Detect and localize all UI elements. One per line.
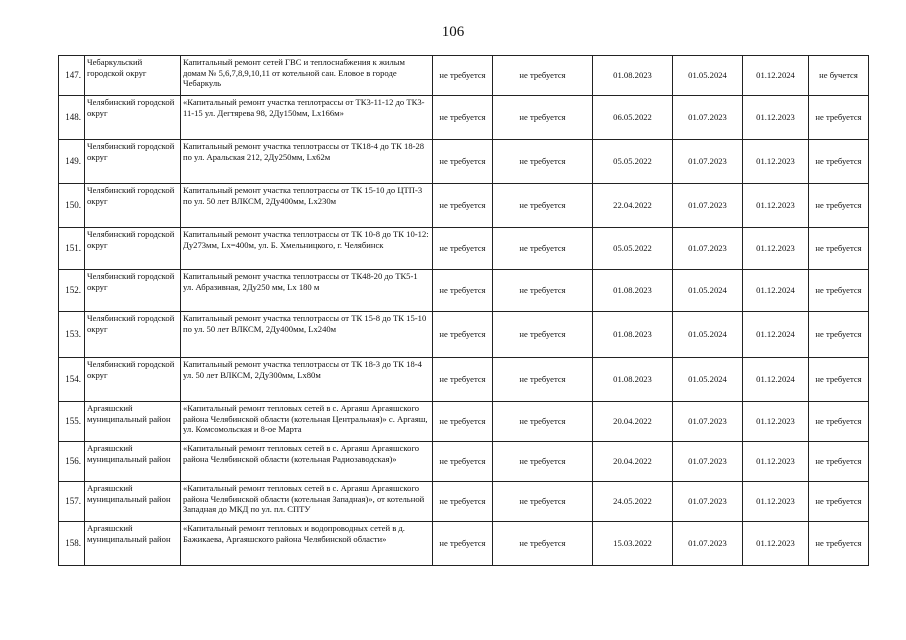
end-date-cell: 01.12.2023 xyxy=(743,482,809,522)
expertise-cell: не требуется xyxy=(493,522,593,566)
row-number: 150. xyxy=(59,184,85,228)
note-cell: не требуется xyxy=(809,482,869,522)
approval-cell: не требуется xyxy=(433,140,493,184)
approval-cell: не требуется xyxy=(433,442,493,482)
work-description-cell: «Капитальный ремонт тепловых сетей в с. Аргаяш Аргаяшского района Челябинской области (котельная Западная)», от котельной Западная до МКД по ул. пл. СПТУ xyxy=(181,482,433,522)
work-description-cell: Капитальный ремонт участка теплотрассы от ТК18-4 до ТК 18-28 по ул. Аральская 212, 2Ду250мм, Lх62м xyxy=(181,140,433,184)
end-date-cell: 01.12.2024 xyxy=(743,56,809,96)
row-number: 149. xyxy=(59,140,85,184)
note-cell: не требуется xyxy=(809,312,869,358)
table-body xyxy=(59,56,869,566)
approval-cell: не требуется xyxy=(433,184,493,228)
note-cell: не бучется xyxy=(809,56,869,96)
district-cell: Аргаяшский муниципальный район xyxy=(85,522,181,566)
district-cell: Челябинский городской округ xyxy=(85,184,181,228)
design-end-date-cell: 01.07.2023 xyxy=(673,140,743,184)
district-cell: Челябинский городской округ xyxy=(85,358,181,402)
work-description-cell: «Капитальный ремонт тепловых и водопроводных сетей в д. Бажикаева, Аргаяшского района Челябинской области» xyxy=(181,522,433,566)
design-end-date-cell: 01.07.2023 xyxy=(673,522,743,566)
work-description-cell: Капитальный ремонт участка теплотрассы от ТК 15-8 до ТК 15-10 по ул. 50 лет ВЛКСМ, 2Ду400мм, Lх240м xyxy=(181,312,433,358)
expertise-cell: не требуется xyxy=(493,184,593,228)
row-number: 147. xyxy=(59,56,85,96)
start-date-cell: 20.04.2022 xyxy=(593,442,673,482)
work-description-cell: «Капитальный ремонт тепловых сетей в с. Аргаяш Аргаяшского района Челябинской области (котельная Центральная)» с. Аргаяш, ул. Комсомольская и 8-ое Марта xyxy=(181,402,433,442)
table-row xyxy=(59,228,869,270)
expertise-cell: не требуется xyxy=(493,140,593,184)
end-date-cell: 01.12.2024 xyxy=(743,358,809,402)
note-cell: не требуется xyxy=(809,96,869,140)
end-date-cell: 01.12.2023 xyxy=(743,522,809,566)
start-date-cell: 01.08.2023 xyxy=(593,312,673,358)
start-date-cell: 15.03.2022 xyxy=(593,522,673,566)
design-end-date-cell: 01.05.2024 xyxy=(673,270,743,312)
work-description-cell: Капитальный ремонт сетей ГВС и теплоснабжения к жилым домам № 5,6,7,8,9,10,11 от котельной сан. Еловое в городе Чебаркуль xyxy=(181,56,433,96)
row-number: 148. xyxy=(59,96,85,140)
design-end-date-cell: 01.07.2023 xyxy=(673,482,743,522)
work-description-cell: «Капитальный ремонт участка теплотрассы от ТК3-11-12 до ТК3-11-15 ул. Дегтярева 98, 2Ду150мм, Lх166м» xyxy=(181,96,433,140)
approval-cell: не требуется xyxy=(433,402,493,442)
district-cell: Челябинский городской округ xyxy=(85,96,181,140)
note-cell: не требуется xyxy=(809,522,869,566)
district-cell: Аргаяшский муниципальный район xyxy=(85,482,181,522)
approval-cell: не требуется xyxy=(433,96,493,140)
table-row xyxy=(59,96,869,140)
expertise-cell: не требуется xyxy=(493,270,593,312)
approval-cell: не требуется xyxy=(433,482,493,522)
table-row xyxy=(59,402,869,442)
start-date-cell: 22.04.2022 xyxy=(593,184,673,228)
row-number: 152. xyxy=(59,270,85,312)
table-row xyxy=(59,184,869,228)
note-cell: не требуется xyxy=(809,442,869,482)
district-cell: Челябинский городской округ xyxy=(85,312,181,358)
end-date-cell: 01.12.2023 xyxy=(743,140,809,184)
start-date-cell: 01.08.2023 xyxy=(593,358,673,402)
repair-schedule-table xyxy=(58,55,869,566)
expertise-cell: не требуется xyxy=(493,312,593,358)
design-end-date-cell: 01.07.2023 xyxy=(673,184,743,228)
start-date-cell: 01.08.2023 xyxy=(593,270,673,312)
district-cell: Челябинский городской округ xyxy=(85,140,181,184)
note-cell: не требуется xyxy=(809,358,869,402)
expertise-cell: не требуется xyxy=(493,358,593,402)
note-cell: не требуется xyxy=(809,228,869,270)
expertise-cell: не требуется xyxy=(493,56,593,96)
end-date-cell: 01.12.2023 xyxy=(743,228,809,270)
table-row xyxy=(59,270,869,312)
note-cell: не требуется xyxy=(809,184,869,228)
note-cell: не требуется xyxy=(809,140,869,184)
start-date-cell: 05.05.2022 xyxy=(593,228,673,270)
start-date-cell: 06.05.2022 xyxy=(593,96,673,140)
start-date-cell: 01.08.2023 xyxy=(593,56,673,96)
page-number: 106 xyxy=(441,24,465,40)
table-row xyxy=(59,482,869,522)
design-end-date-cell: 01.05.2024 xyxy=(673,358,743,402)
expertise-cell: не требуется xyxy=(493,228,593,270)
end-date-cell: 01.12.2024 xyxy=(743,312,809,358)
design-end-date-cell: 01.07.2023 xyxy=(673,228,743,270)
work-description-cell: Капитальный ремонт участка теплотрассы от ТК48-20 до ТК5-1 ул. Абразивная, 2Ду250 мм, Lх 180 м xyxy=(181,270,433,312)
row-number: 151. xyxy=(59,228,85,270)
start-date-cell: 05.05.2022 xyxy=(593,140,673,184)
note-cell: не требуется xyxy=(809,402,869,442)
design-end-date-cell: 01.05.2024 xyxy=(673,56,743,96)
approval-cell: не требуется xyxy=(433,522,493,566)
end-date-cell: 01.12.2023 xyxy=(743,402,809,442)
row-number: 154. xyxy=(59,358,85,402)
expertise-cell: не требуется xyxy=(493,402,593,442)
table-row xyxy=(59,312,869,358)
work-description-cell: Капитальный ремонт участка теплотрассы от ТК 15-10 до ЦТП-3 по ул. 50 лет ВЛКСМ, 2Ду400мм, Lх230м xyxy=(181,184,433,228)
table-row xyxy=(59,358,869,402)
table-row xyxy=(59,442,869,482)
design-end-date-cell: 01.05.2024 xyxy=(673,312,743,358)
row-number: 153. xyxy=(59,312,85,358)
note-cell: не требуется xyxy=(809,270,869,312)
work-description-cell: Капитальный ремонт участка теплотрассы от ТК 10-8 до ТК 10-12: Ду273мм, Lх=400м, ул. Б. Хмельницкого, г. Челябинск xyxy=(181,228,433,270)
design-end-date-cell: 01.07.2023 xyxy=(673,402,743,442)
district-cell: Чебаркульский городской округ xyxy=(85,56,181,96)
approval-cell: не требуется xyxy=(433,270,493,312)
expertise-cell: не требуется xyxy=(493,442,593,482)
expertise-cell: не требуется xyxy=(493,482,593,522)
row-number: 157. xyxy=(59,482,85,522)
district-cell: Аргаяшский муниципальный район xyxy=(85,402,181,442)
end-date-cell: 01.12.2023 xyxy=(743,96,809,140)
table-row xyxy=(59,522,869,566)
work-description-cell: Капитальный ремонт участка теплотрассы от ТК 18-3 до ТК 18-4 ул. 50 лет ВЛКСМ, 2Ду300мм, Lх80м xyxy=(181,358,433,402)
end-date-cell: 01.12.2023 xyxy=(743,184,809,228)
table-row xyxy=(59,140,869,184)
row-number: 158. xyxy=(59,522,85,566)
table-row xyxy=(59,56,869,96)
design-end-date-cell: 01.07.2023 xyxy=(673,96,743,140)
district-cell: Аргаяшский муниципальный район xyxy=(85,442,181,482)
start-date-cell: 20.04.2022 xyxy=(593,402,673,442)
end-date-cell: 01.12.2023 xyxy=(743,442,809,482)
approval-cell: не требуется xyxy=(433,228,493,270)
approval-cell: не требуется xyxy=(433,56,493,96)
approval-cell: не требуется xyxy=(433,312,493,358)
start-date-cell: 24.05.2022 xyxy=(593,482,673,522)
end-date-cell: 01.12.2024 xyxy=(743,270,809,312)
design-end-date-cell: 01.07.2023 xyxy=(673,442,743,482)
expertise-cell: не требуется xyxy=(493,96,593,140)
row-number: 156. xyxy=(59,442,85,482)
district-cell: Челябинский городской округ xyxy=(85,228,181,270)
district-cell: Челябинский городской округ xyxy=(85,270,181,312)
work-description-cell: «Капитальный ремонт тепловых сетей в с. Аргаяш Аргаяшского района Челябинской области (котельная Радиозаводская)» xyxy=(181,442,433,482)
approval-cell: не требуется xyxy=(433,358,493,402)
row-number: 155. xyxy=(59,402,85,442)
